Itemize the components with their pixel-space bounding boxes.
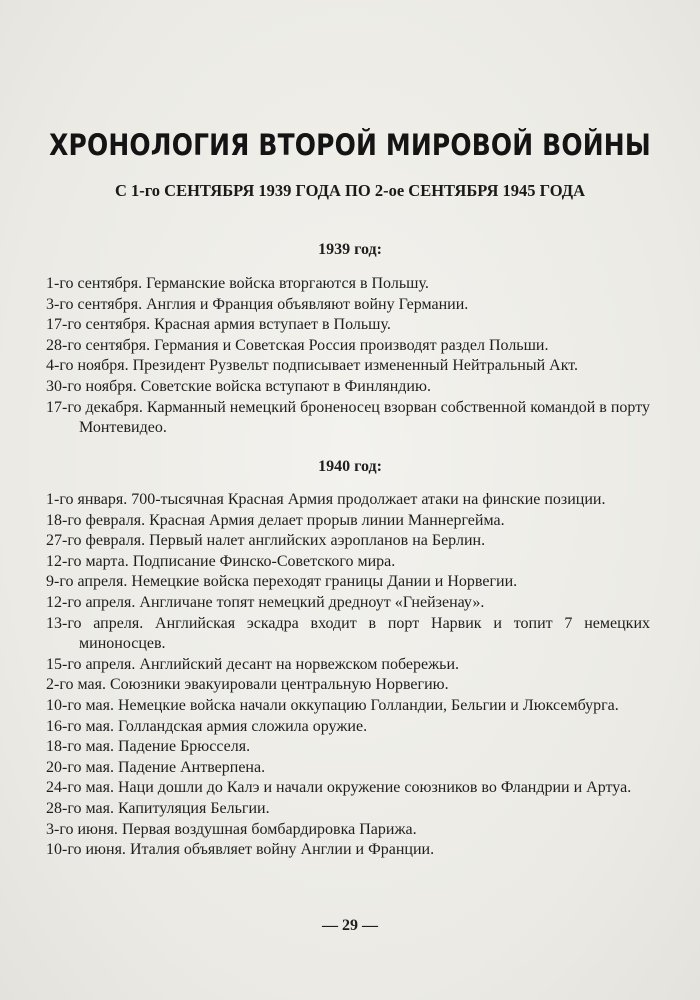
entry-text: Германия и Советская Россия производят раздел Польши.: [154, 336, 549, 354]
entry-date: 1-го сентября.: [46, 275, 143, 292]
entry-text: Союзники эвакуировали центральную Норвегию.: [109, 676, 449, 694]
chronology-entry: [46, 614, 650, 655]
entry-date: 12-го марта.: [46, 552, 129, 570]
chronology-list-1939: [46, 274, 650, 439]
entry-text: Падение Брюсселя.: [117, 738, 251, 756]
entry-date: 17-го декабря.: [46, 398, 143, 416]
entry-text: Английский десант на норвежском побережьи.: [139, 655, 460, 673]
entry-text: Немецкие войска начали оккупацию Голландии, Бельгии и Люксембурга.: [117, 696, 619, 714]
entry-text: Немецкие войска переходят границы Дании и Норвегии.: [131, 573, 518, 591]
chronology-entry: [46, 799, 650, 820]
chronology-entry: [46, 531, 650, 552]
entry-date: 16-го мая.: [46, 717, 114, 735]
entry-date: 20-го мая.: [46, 758, 114, 776]
entry-text: Голландская армия сложила оружие.: [117, 717, 368, 735]
entry-date: 28-го сентября.: [46, 336, 151, 354]
chronology-entry: [46, 336, 650, 357]
entry-date: 30-го ноября.: [46, 377, 137, 395]
chronology-entry: [46, 737, 650, 758]
chronology-entry: [46, 490, 650, 511]
chronology-entry: [46, 356, 650, 377]
entry-date: 9-го апреля.: [46, 573, 128, 591]
chronology-entry: [46, 274, 650, 295]
entry-text: Карманный немецкий броненосец взорван собственной командой в порту Монтевидео.: [79, 398, 650, 437]
entry-text: Первый налет английских аэропланов на Берлин.: [149, 532, 486, 550]
chronology-entry: [46, 758, 650, 779]
chronology-entry: [46, 820, 650, 841]
page-subtitle: С 1-го СЕНТЯБРЯ 1939 ГОДА ПО 2-ое СЕНТЯБРЯ 1945 ГОДА: [114, 181, 586, 200]
entry-text: Падение Антверпена.: [117, 758, 266, 776]
chronology-entry: [46, 511, 650, 532]
entry-date: 27-го февраля.: [46, 532, 146, 550]
entry-text: Англия и Франция объявляют войну Германии.: [146, 295, 469, 313]
page-title: ХРОНОЛОГИЯ ВТОРОЙ МИРОВОЙ ВОЙНЫ: [49, 128, 651, 162]
entry-text: Италия объявляет войну Англии и Франции.: [129, 841, 435, 859]
entry-date: 2-го мая.: [46, 676, 106, 694]
section-heading-1939: 1939 год:: [318, 241, 382, 258]
entry-text: Красная Армия делает прорыв линии Маннергейма.: [149, 511, 505, 529]
entry-date: 3-го июня.: [46, 820, 118, 838]
entry-text: Советские войска вступают в Финляндию.: [140, 377, 431, 395]
page-number: — 29 —: [322, 917, 378, 934]
entry-text: Подписание Финско-Советского мира.: [132, 552, 396, 570]
chronology-entry: [46, 696, 650, 717]
entry-date: 3-го сентября.: [46, 295, 143, 313]
entry-date: 12-го апреля.: [46, 593, 136, 611]
chronology-entry: [46, 717, 650, 738]
chronology-entry: [46, 377, 650, 398]
entry-date: 10-го июня.: [46, 841, 126, 859]
entry-text: Английская эскадра входит в порт Нарвик и топит 7 немецких миноносцев.: [79, 614, 651, 653]
chronology-entry: [46, 315, 650, 336]
chronology-entry: [46, 572, 650, 593]
chronology-entry: [46, 840, 650, 861]
entry-text: Капитуляция Бельгии.: [117, 799, 270, 817]
chronology-entry: [46, 295, 650, 316]
entry-date: 17-го сентября.: [46, 316, 151, 334]
chronology-entry: [46, 552, 650, 573]
entry-text: 700-тысячная Красная Армия продолжает атаки на финские позиции.: [131, 491, 606, 508]
chronology-entry: [46, 593, 650, 614]
entry-text: Германские войска вторгаются в Польшу.: [146, 275, 429, 292]
entry-date: 18-го февраля.: [46, 511, 146, 529]
chronology-list-1940: [46, 490, 650, 861]
chronology-entry: [46, 675, 650, 696]
entry-text: Наци дошли до Калэ и начали окружение союзников во Фландрии и Артуа.: [117, 779, 632, 797]
entry-date: 15-го апреля.: [46, 655, 136, 673]
entry-date: 28-го мая.: [46, 799, 114, 817]
entry-date: 4-го ноября.: [46, 357, 129, 375]
entry-text: Красная армия вступает в Польшу.: [154, 316, 391, 334]
chronology-entry: [46, 398, 650, 439]
chronology-entry: [46, 655, 650, 676]
entry-date: 13-го апреля.: [46, 614, 144, 632]
entry-date: 24-го мая.: [46, 779, 114, 797]
section-heading-1940: 1940 год:: [318, 458, 382, 475]
chronology-entry: [46, 778, 650, 799]
entry-text: Англичане топят немецкий дредноут «Гнейзенау».: [139, 593, 485, 611]
entry-date: 10-го мая.: [46, 696, 114, 714]
entry-date: 18-го мая.: [46, 738, 114, 756]
entry-date: 1-го января.: [46, 491, 128, 508]
entry-text: Первая воздушная бомбардировка Парижа.: [121, 820, 417, 838]
entry-text: Президент Рузвельт подписывает измененный Нейтральный Акт.: [132, 357, 579, 375]
